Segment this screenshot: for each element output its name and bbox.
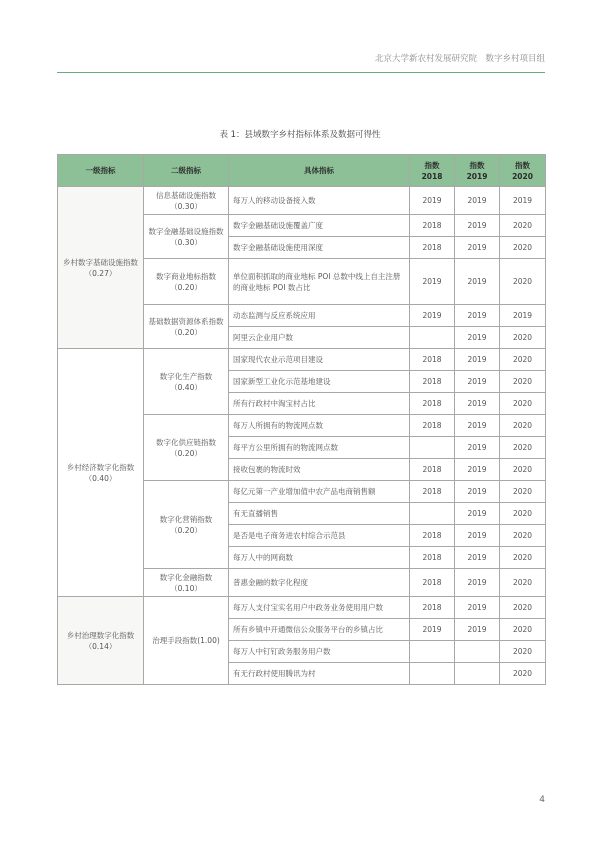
year-2018-cell (410, 503, 455, 525)
year-2020-cell: 2020 (500, 481, 546, 503)
level2-cell: 数字化供应链指数（0.20） (144, 415, 229, 481)
level1-cell: 乡村经济数字化指数（0.40） (58, 349, 144, 597)
header-level2: 二级指标 (144, 155, 229, 187)
year-2018-cell (410, 437, 455, 459)
year-2020-cell: 2020 (500, 547, 546, 569)
spec-cell: 每万人所拥有的物流网点数 (229, 415, 410, 437)
year-2020-cell: 2020 (500, 371, 546, 393)
year-2018-cell: 2018 (410, 371, 455, 393)
header-2018: 指数 2018 (410, 155, 455, 187)
year-2020-cell: 2020 (500, 415, 546, 437)
year-2019-cell: 2019 (455, 237, 500, 259)
level2-cell: 治理手段指数(1.00) (144, 597, 229, 685)
year-2018-cell: 2018 (410, 525, 455, 547)
year-2018-cell (410, 641, 455, 663)
spec-cell: 单位面积抓取的商业地标 POI 总数中线上自主注册的商业地标 POI 数占比 (229, 259, 410, 305)
header-2019: 指数 2019 (455, 155, 500, 187)
level2-cell: 数字化生产指数（0.40） (144, 349, 229, 415)
year-2020-cell: 2020 (500, 459, 546, 481)
table-row (58, 597, 546, 619)
year-2019-cell: 2019 (455, 393, 500, 415)
page-number: 4 (539, 795, 545, 805)
spec-cell: 国家现代农业示范项目建设 (229, 349, 410, 371)
year-2019-cell: 2019 (455, 259, 500, 305)
year-2020-cell: 2020 (500, 503, 546, 525)
spec-cell: 每亿元第一产业增加值中农产品电商销售额 (229, 481, 410, 503)
header-divider (57, 72, 545, 73)
year-2019-cell: 2019 (455, 327, 500, 349)
year-2018-cell: 2019 (410, 187, 455, 215)
year-2019-cell: 2019 (455, 525, 500, 547)
spec-cell: 每万人的移动设备接入数 (229, 187, 410, 215)
year-2020-cell: 2020 (500, 663, 546, 685)
year-2018-cell: 2019 (410, 259, 455, 305)
year-2018-cell: 2018 (410, 237, 455, 259)
year-2018-cell: 2018 (410, 597, 455, 619)
year-2019-cell: 2019 (455, 597, 500, 619)
year-2018-cell: 2018 (410, 415, 455, 437)
year-2019-cell: 2019 (455, 349, 500, 371)
year-2019-cell: 2019 (455, 481, 500, 503)
year-2020-cell: 2020 (500, 597, 546, 619)
header-specific: 具体指标 (229, 155, 410, 187)
level2-cell: 数字化金融指数（0.10） (144, 569, 229, 597)
year-2018-cell: 2018 (410, 215, 455, 237)
spec-cell: 数字金融基础设施覆盖广度 (229, 215, 410, 237)
spec-cell: 数字金融基础设施使用深度 (229, 237, 410, 259)
year-2018-cell: 2019 (410, 619, 455, 641)
year-2018-cell: 2018 (410, 547, 455, 569)
year-2020-cell: 2020 (500, 393, 546, 415)
level2-cell: 数字化营销指数（0.20） (144, 481, 229, 569)
spec-cell: 每万人支付宝实名用户中政务业务使用用户数 (229, 597, 410, 619)
spec-cell: 每平方公里所拥有的物流网点数 (229, 437, 410, 459)
spec-cell: 所有乡镇中开通微信公众服务平台的乡镇占比 (229, 619, 410, 641)
year-2018-cell (410, 663, 455, 685)
year-2019-cell: 2019 (455, 547, 500, 569)
year-2019-cell (455, 663, 500, 685)
year-2019-cell: 2019 (455, 215, 500, 237)
table-header-row (58, 155, 546, 187)
spec-cell: 普惠金融的数字化程度 (229, 569, 410, 597)
spec-cell: 阿里云企业用户数 (229, 327, 410, 349)
level2-cell: 信息基础设施指数（0.30） (144, 187, 229, 215)
year-2019-cell (455, 641, 500, 663)
spec-cell: 接收包裹的物流时效 (229, 459, 410, 481)
year-2020-cell: 2020 (500, 525, 546, 547)
year-2020-cell: 2020 (500, 237, 546, 259)
spec-cell: 有无行政村使用腾讯为村 (229, 663, 410, 685)
year-2020-cell: 2020 (500, 569, 546, 597)
year-2019-cell: 2019 (455, 437, 500, 459)
spec-cell: 每万人中的网商数 (229, 547, 410, 569)
year-2019-cell: 2019 (455, 305, 500, 327)
year-2020-cell: 2019 (500, 187, 546, 215)
year-2019-cell: 2019 (455, 619, 500, 641)
spec-cell: 每万人中钉钉政务服务用户数 (229, 641, 410, 663)
year-2020-cell: 2019 (500, 305, 546, 327)
level2-cell: 数字金融基础设施指数（0.30） (144, 215, 229, 259)
year-2019-cell: 2019 (455, 569, 500, 597)
spec-cell: 国家新型工业化示范基地建设 (229, 371, 410, 393)
year-2020-cell: 2020 (500, 349, 546, 371)
spec-cell: 有无直播销售 (229, 503, 410, 525)
year-2020-cell: 2020 (500, 215, 546, 237)
year-2018-cell: 2019 (410, 305, 455, 327)
indicator-table (57, 154, 546, 685)
year-2020-cell: 2020 (500, 437, 546, 459)
header-level1: 一级指标 (58, 155, 144, 187)
level1-cell: 乡村数字基础设施指数（0.27） (58, 187, 144, 349)
year-2020-cell: 2020 (500, 327, 546, 349)
year-2020-cell: 2020 (500, 619, 546, 641)
year-2018-cell: 2018 (410, 349, 455, 371)
year-2018-cell (410, 327, 455, 349)
level1-cell: 乡村治理数字化指数（0.14） (58, 597, 144, 685)
year-2019-cell: 2019 (455, 187, 500, 215)
year-2019-cell: 2019 (455, 415, 500, 437)
spec-cell: 是否是电子商务进农村综合示范县 (229, 525, 410, 547)
level2-cell: 数字商业地标指数（0.20） (144, 259, 229, 305)
year-2019-cell: 2019 (455, 459, 500, 481)
table-caption: 表 1：县域数字乡村指标体系及数据可得性 (219, 130, 381, 140)
page-header: 北京大学新农村发展研究院 数字乡村项目组 (374, 54, 545, 64)
year-2018-cell: 2018 (410, 569, 455, 597)
table-row (58, 349, 546, 371)
header-2020: 指数 2020 (500, 155, 546, 187)
year-2018-cell: 2018 (410, 459, 455, 481)
spec-cell: 所有行政村中淘宝村占比 (229, 393, 410, 415)
level2-cell: 基础数据资源体系指数（0.20） (144, 305, 229, 349)
year-2018-cell: 2018 (410, 481, 455, 503)
year-2018-cell: 2018 (410, 393, 455, 415)
year-2020-cell: 2020 (500, 259, 546, 305)
table-row (58, 187, 546, 215)
spec-cell: 动态监测与反应系统应用 (229, 305, 410, 327)
year-2019-cell: 2019 (455, 371, 500, 393)
year-2020-cell: 2020 (500, 641, 546, 663)
year-2019-cell: 2019 (455, 503, 500, 525)
